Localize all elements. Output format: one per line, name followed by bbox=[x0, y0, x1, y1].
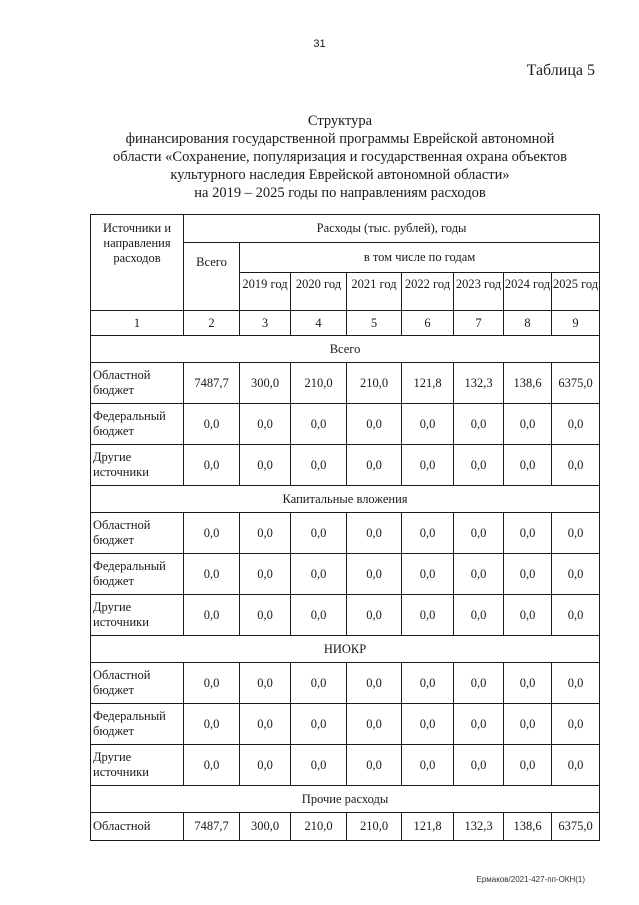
row-value: 138,6 bbox=[504, 813, 552, 841]
row-value: 0,0 bbox=[504, 513, 552, 554]
table-row bbox=[91, 595, 600, 636]
row-value: 0,0 bbox=[184, 704, 240, 745]
row-value: 0,0 bbox=[552, 554, 600, 595]
row-value: 138,6 bbox=[504, 363, 552, 404]
section-header-row bbox=[91, 336, 600, 363]
row-value: 0,0 bbox=[347, 404, 402, 445]
row-value: 0,0 bbox=[552, 595, 600, 636]
row-value: 0,0 bbox=[454, 554, 504, 595]
document-title bbox=[60, 112, 620, 202]
row-value: 0,0 bbox=[552, 445, 600, 486]
table-row bbox=[91, 813, 600, 841]
row-value: 210,0 bbox=[291, 363, 347, 404]
row-value: 0,0 bbox=[347, 663, 402, 704]
table-row bbox=[91, 404, 600, 445]
row-value: 0,0 bbox=[504, 445, 552, 486]
row-value: 0,0 bbox=[454, 445, 504, 486]
row-source: Другие источники bbox=[91, 445, 184, 486]
row-value: 0,0 bbox=[552, 704, 600, 745]
row-value: 0,0 bbox=[402, 745, 454, 786]
row-value: 132,3 bbox=[454, 363, 504, 404]
title-line: на 2019 – 2025 годы по направлениям расходов bbox=[194, 185, 486, 201]
row-value: 121,8 bbox=[402, 363, 454, 404]
section-title: Прочие расходы bbox=[91, 786, 600, 813]
title-line: области «Сохранение, популяризация и государственная охрана объектов bbox=[113, 149, 567, 165]
row-source: Другие источники bbox=[91, 745, 184, 786]
title-line: культурного наследия Еврейской автономной области» bbox=[170, 167, 510, 183]
column-number: 3 bbox=[240, 311, 291, 336]
column-number: 4 bbox=[291, 311, 347, 336]
document-code: Ермаков/2021-427-пп-ОКН(1) bbox=[476, 875, 585, 884]
section-header-row bbox=[91, 786, 600, 813]
row-source: Федеральный бюджет bbox=[91, 704, 184, 745]
row-value: 0,0 bbox=[504, 554, 552, 595]
row-value: 121,8 bbox=[402, 813, 454, 841]
row-value: 0,0 bbox=[552, 745, 600, 786]
row-value: 0,0 bbox=[402, 445, 454, 486]
row-value: 0,0 bbox=[291, 445, 347, 486]
title-line: Структура bbox=[307, 113, 373, 129]
table-row bbox=[91, 513, 600, 554]
table-row bbox=[91, 445, 600, 486]
table-row bbox=[91, 363, 600, 404]
row-value: 0,0 bbox=[240, 554, 291, 595]
row-value: 0,0 bbox=[347, 554, 402, 595]
row-value: 0,0 bbox=[240, 745, 291, 786]
row-value: 300,0 bbox=[240, 813, 291, 841]
page-number: 31 bbox=[313, 38, 326, 50]
column-number: 5 bbox=[347, 311, 402, 336]
section-header-row bbox=[91, 486, 600, 513]
section-title: Всего bbox=[91, 336, 600, 363]
row-source: Другие источники bbox=[91, 595, 184, 636]
row-value: 0,0 bbox=[184, 595, 240, 636]
row-value: 0,0 bbox=[184, 745, 240, 786]
row-value: 0,0 bbox=[454, 513, 504, 554]
row-value: 0,0 bbox=[402, 404, 454, 445]
row-source: Федеральный бюджет bbox=[91, 404, 184, 445]
row-value: 0,0 bbox=[184, 513, 240, 554]
row-value: 0,0 bbox=[184, 445, 240, 486]
row-value: 0,0 bbox=[454, 595, 504, 636]
header-sources: Источники и направления расходов bbox=[91, 215, 184, 311]
row-source: Областной бюджет bbox=[91, 663, 184, 704]
table-row bbox=[91, 704, 600, 745]
row-value: 0,0 bbox=[291, 404, 347, 445]
header-year: 2019 год bbox=[240, 273, 291, 311]
row-value: 0,0 bbox=[504, 745, 552, 786]
table-row bbox=[91, 745, 600, 786]
table-row bbox=[91, 663, 600, 704]
row-value: 0,0 bbox=[347, 745, 402, 786]
header-year: 2020 год bbox=[291, 273, 347, 311]
header-total: Всего bbox=[184, 243, 240, 311]
column-number: 1 bbox=[91, 311, 184, 336]
row-value: 7487,7 bbox=[184, 363, 240, 404]
row-source: Областной бюджет bbox=[91, 363, 184, 404]
header-year: 2023 год bbox=[454, 273, 504, 311]
row-value: 0,0 bbox=[504, 595, 552, 636]
row-value: 0,0 bbox=[552, 663, 600, 704]
row-value: 6375,0 bbox=[552, 813, 600, 841]
section-header-row bbox=[91, 636, 600, 663]
row-source: Федеральный бюджет bbox=[91, 554, 184, 595]
row-value: 132,3 bbox=[454, 813, 504, 841]
row-value: 0,0 bbox=[504, 704, 552, 745]
row-value: 300,0 bbox=[240, 363, 291, 404]
header-year: 2024 год bbox=[504, 273, 552, 311]
header-year: 2022 год bbox=[402, 273, 454, 311]
table-row bbox=[91, 554, 600, 595]
row-source: Областной bbox=[91, 813, 184, 841]
row-value: 0,0 bbox=[402, 554, 454, 595]
row-value: 0,0 bbox=[504, 404, 552, 445]
row-value: 6375,0 bbox=[552, 363, 600, 404]
row-value: 0,0 bbox=[552, 404, 600, 445]
row-value: 0,0 bbox=[291, 513, 347, 554]
table-label: Таблица 5 bbox=[526, 62, 595, 79]
row-value: 0,0 bbox=[291, 663, 347, 704]
row-value: 0,0 bbox=[347, 445, 402, 486]
header-expenses: Расходы (тыс. рублей), годы bbox=[184, 215, 600, 243]
row-value: 210,0 bbox=[291, 813, 347, 841]
row-value: 0,0 bbox=[291, 745, 347, 786]
row-value: 0,0 bbox=[402, 513, 454, 554]
row-value: 7487,7 bbox=[184, 813, 240, 841]
column-number: 2 bbox=[184, 311, 240, 336]
row-value: 0,0 bbox=[240, 595, 291, 636]
row-value: 210,0 bbox=[347, 813, 402, 841]
row-value: 0,0 bbox=[454, 663, 504, 704]
row-value: 210,0 bbox=[347, 363, 402, 404]
column-number-row bbox=[91, 311, 600, 336]
row-value: 0,0 bbox=[240, 704, 291, 745]
section-title: НИОКР bbox=[91, 636, 600, 663]
column-number: 8 bbox=[504, 311, 552, 336]
row-value: 0,0 bbox=[240, 513, 291, 554]
row-value: 0,0 bbox=[184, 554, 240, 595]
row-value: 0,0 bbox=[291, 704, 347, 745]
row-value: 0,0 bbox=[291, 554, 347, 595]
row-value: 0,0 bbox=[347, 704, 402, 745]
row-source: Областной бюджет bbox=[91, 513, 184, 554]
row-value: 0,0 bbox=[552, 513, 600, 554]
row-value: 0,0 bbox=[402, 595, 454, 636]
header-year: 2021 год bbox=[347, 273, 402, 311]
row-value: 0,0 bbox=[504, 663, 552, 704]
header-by-years: в том числе по годам bbox=[240, 243, 600, 273]
row-value: 0,0 bbox=[402, 663, 454, 704]
section-title: Капитальные вложения bbox=[91, 486, 600, 513]
column-number: 6 bbox=[402, 311, 454, 336]
row-value: 0,0 bbox=[240, 663, 291, 704]
row-value: 0,0 bbox=[454, 704, 504, 745]
row-value: 0,0 bbox=[184, 404, 240, 445]
title-line: финансирования государственной программы Еврейской автономной bbox=[125, 131, 555, 147]
row-value: 0,0 bbox=[402, 704, 454, 745]
column-number: 7 bbox=[454, 311, 504, 336]
row-value: 0,0 bbox=[240, 445, 291, 486]
column-number: 9 bbox=[552, 311, 600, 336]
financing-table bbox=[90, 214, 600, 841]
row-value: 0,0 bbox=[184, 663, 240, 704]
row-value: 0,0 bbox=[291, 595, 347, 636]
row-value: 0,0 bbox=[454, 404, 504, 445]
row-value: 0,0 bbox=[454, 745, 504, 786]
row-value: 0,0 bbox=[347, 595, 402, 636]
header-year: 2025 год bbox=[552, 273, 600, 311]
row-value: 0,0 bbox=[240, 404, 291, 445]
row-value: 0,0 bbox=[347, 513, 402, 554]
